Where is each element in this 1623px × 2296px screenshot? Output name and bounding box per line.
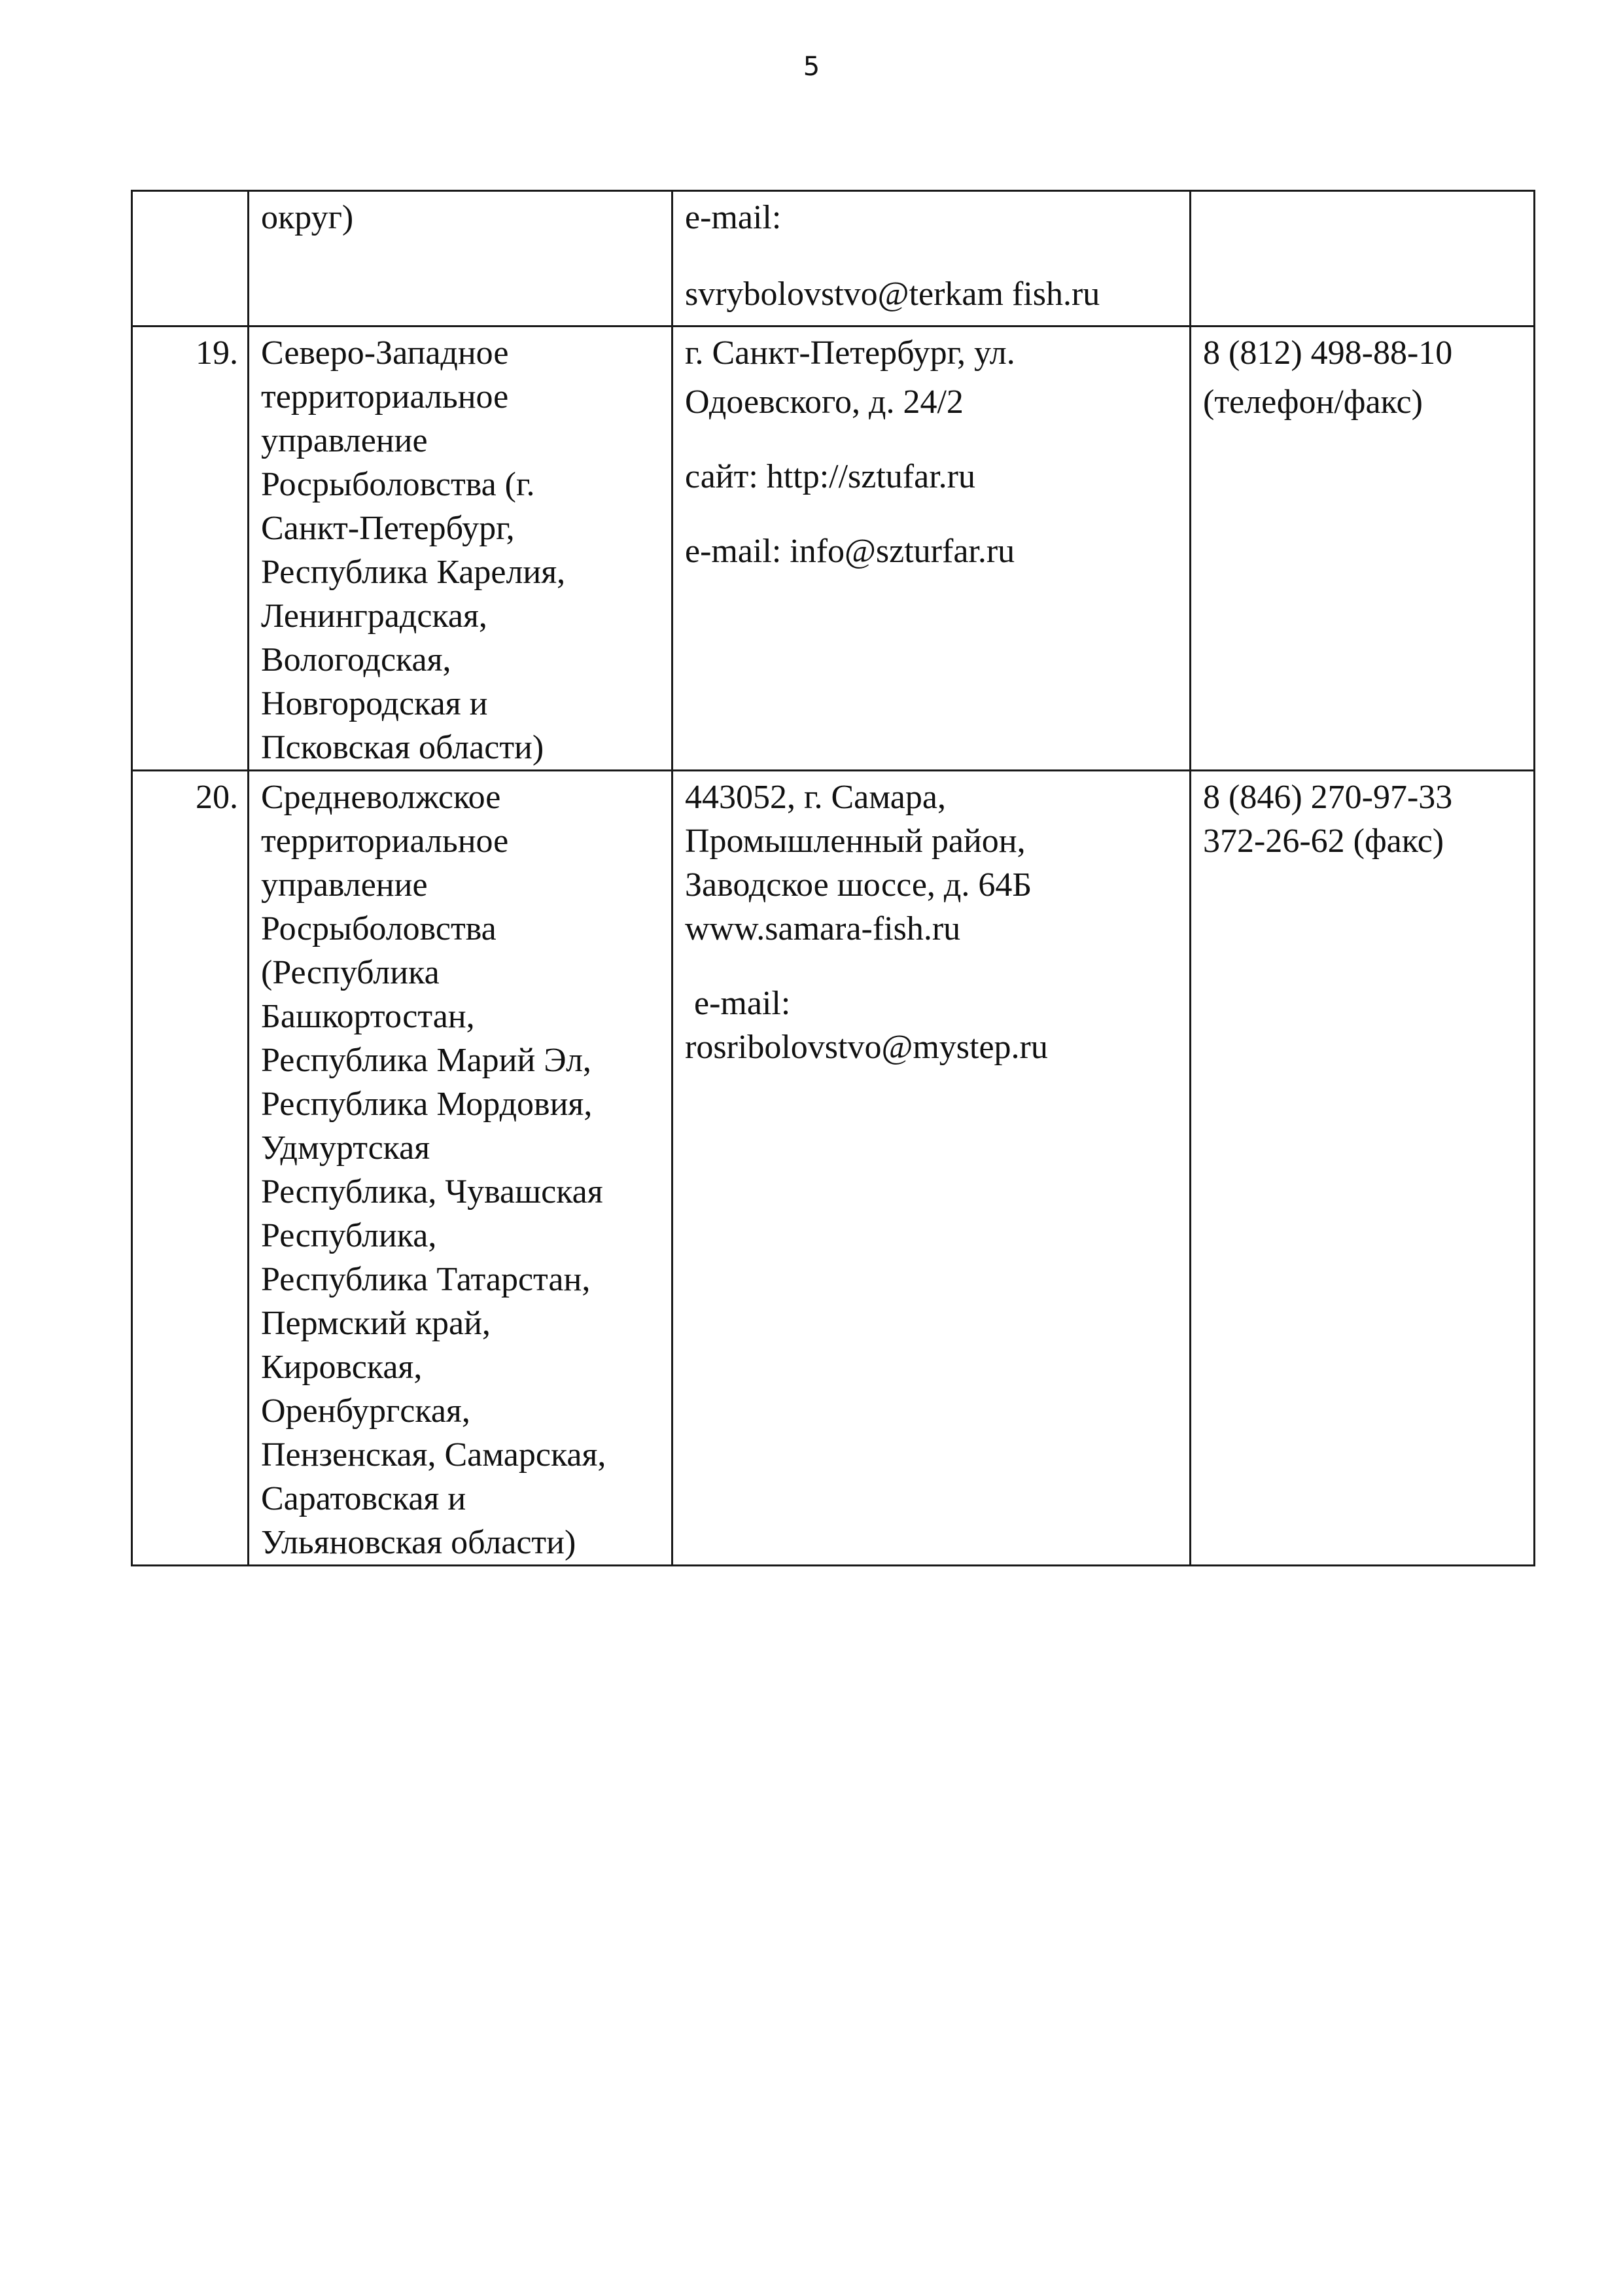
phone-line: (телефон/факс) — [1203, 383, 1423, 421]
organization-line: Новгородская и — [261, 685, 488, 722]
organization-line: Удмуртская — [261, 1129, 430, 1167]
email-label: e-mail: — [694, 985, 791, 1022]
website-line: сайт: http://sztufar.ru — [685, 458, 975, 495]
row-number-cell — [132, 327, 249, 771]
organization-line: Пермский край, — [261, 1305, 491, 1342]
address-line: 443052, г. Самара, — [685, 779, 946, 816]
organization-line: территориальное — [261, 378, 509, 415]
organization-line: Вологодская, — [261, 641, 451, 679]
page-number: 5 — [803, 52, 820, 82]
organization-line: (Республика — [261, 954, 440, 991]
organization-line: управление — [261, 866, 428, 904]
organization-line: Башкортостан, — [261, 998, 475, 1035]
website-line: www.samara-fish.ru — [685, 910, 961, 947]
organization-line: Республика Марий Эл, — [261, 1042, 591, 1079]
row-number-cell — [132, 191, 249, 327]
organization-line: территориальное — [261, 822, 509, 860]
organization-line: Росрыболовства — [261, 910, 497, 947]
organization-cell — [249, 191, 672, 327]
row-number-cell — [132, 771, 249, 1566]
contact-cell — [672, 327, 1191, 771]
organization-line: Саратовская и — [261, 1480, 466, 1517]
row-number: 19. — [196, 334, 238, 372]
organization-cell — [249, 771, 672, 1566]
phone-cell — [1191, 191, 1535, 327]
contact-cell — [672, 771, 1191, 1566]
organization-line: Республика Мордовия, — [261, 1086, 593, 1123]
organization-line: округ) — [261, 199, 354, 236]
organization-line: Ульяновская области) — [261, 1524, 576, 1561]
address-line: г. Санкт-Петербург, ул. — [685, 334, 1015, 372]
table-row — [132, 191, 1535, 327]
phone-cell — [1191, 771, 1535, 1566]
address-line: Промышленный район, — [685, 822, 1026, 860]
organization-cell — [249, 327, 672, 771]
organization-line: Кировская, — [261, 1349, 423, 1386]
contact-email: rosribolovstvo@mystep.ru — [685, 1029, 1048, 1066]
phone-line: 8 (846) 270-97-33 — [1203, 779, 1453, 816]
phone-cell — [1191, 327, 1535, 771]
organization-line: Северо-Западное — [261, 334, 509, 372]
organization-line: Республика, — [261, 1217, 437, 1254]
contact-line: e-mail: — [685, 199, 782, 236]
contact-cell — [672, 191, 1191, 327]
contact-email: e-mail: info@szturfar.ru — [685, 533, 1015, 570]
organization-line: Росрыболовства (г. — [261, 466, 535, 503]
organization-line: управление — [261, 422, 428, 459]
contacts-table — [131, 190, 1535, 1566]
organization-line: Республика Татарстан, — [261, 1261, 591, 1298]
organization-line: Средневолжское — [261, 779, 501, 816]
contact-email: svrybolovstvo@terkam fish.ru — [685, 275, 1100, 313]
organization-line: Псковская области) — [261, 729, 544, 766]
organization-line: Республика, Чувашская — [261, 1173, 603, 1210]
organization-line: Санкт-Петербург, — [261, 510, 515, 547]
row-number: 20. — [196, 779, 238, 816]
organization-line: Оренбургская, — [261, 1392, 470, 1430]
table-row — [132, 771, 1535, 1566]
organization-line: Пензенская, Самарская, — [261, 1436, 606, 1474]
phone-line: 8 (812) 498-88-10 — [1203, 334, 1453, 372]
organization-line: Республика Карелия, — [261, 554, 566, 591]
organization-line: Ленинградская, — [261, 597, 487, 635]
address-line: Заводское шоссе, д. 64Б — [685, 866, 1032, 904]
address-line: Одоевского, д. 24/2 — [685, 383, 964, 421]
table-row — [132, 327, 1535, 771]
phone-line: 372-26-62 (факс) — [1203, 822, 1444, 860]
